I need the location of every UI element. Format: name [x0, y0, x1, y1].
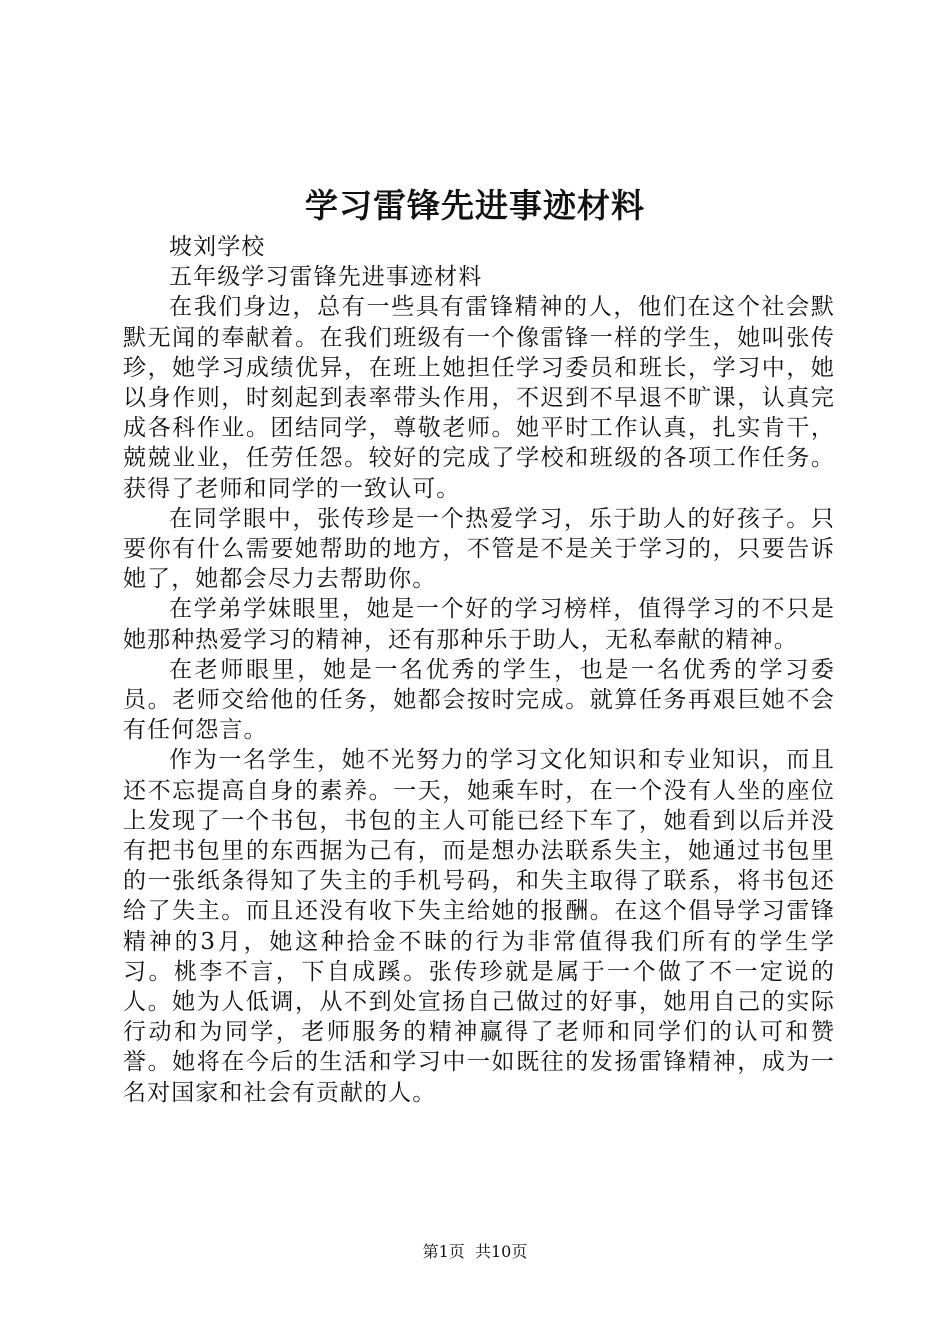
page-footer [0, 1241, 950, 1263]
body-paragraph: 在老师眼里，她是一名优秀的学生，也是一名优秀的学习委员。老师交给他的任务，她都会按时完成。就算任务再艰巨她不会有任何怨言。 [123, 656, 835, 744]
page-number: 第1页 [422, 1242, 465, 1261]
document-body [123, 232, 835, 1108]
body-paragraph: 在学弟学妹眼里，她是一个好的学习榜样，值得学习的不只是她那种热爱学习的精神，还有那种乐于助人，无私奉献的精神。 [123, 596, 835, 653]
school-name-line: 坡刘学校 [169, 234, 266, 260]
subtitle-line: 五年级学习雷锋先进事迹材料 [169, 264, 483, 291]
footer-separator [465, 1242, 475, 1261]
body-paragraph: 在我们身边，总有一些具有雷锋精神的人，他们在这个社会默默无闻的奉献着。在我们班级有一个像雷锋一样的学生，她叫张传珍，她学习成绩优异，在班上她担任学习委员和班长，学习中，她以身作则，时刻起到表率带头作用，不迟到不早退不旷课，认真完成各科作业。团结同学，尊敬老师。她平时工作认真，扎实肯干，兢兢业业，任劳任怨。较好的完成了学校和班级的各项工作任务。获得了老师和同学的一致认可。 [123, 294, 835, 502]
document-title: 学习雷锋先进事迹材料 [305, 186, 645, 225]
body-paragraph: 作为一名学生，她不光努力的学习文化知识和专业知识，而且还不忘提高自身的素养。一天，她乘车时，在一个没有人坐的座位上发现了一个书包，书包的主人可能已经下车了，她看到以后并没有把书包里的东西据为己有，而是想办法联系失主，她通过书包里的一张纸条得知了失主的手机号码，和失主取得了联系，将书包还给了失主。而且还没有收下失主给她的报酬。在这个倡导学习雷锋精神的3月，她这种拾金不昧的行为非常值得我们所有的学生学习。桃李不言，下自成蹊。张传珍就是属于一个做了不一定说的人。她为人低调，从不到处宣扬自己做过的好事，她用自己的实际行动和为同学，老师服务的精神赢得了老师和同学们的认可和赞誉。她将在今后的生活和学习中一如既往的发扬雷锋精神，成为一名对国家和社会有贡献的人。 [123, 747, 835, 1106]
page-total: 共10页 [474, 1242, 528, 1261]
body-paragraph: 在同学眼中，张传珍是一个热爱学习，乐于助人的好孩子。只要你有什么需要她帮助的地方，不管是不是关于学习的，只要告诉她了，她都会尽力去帮助你。 [123, 505, 835, 593]
